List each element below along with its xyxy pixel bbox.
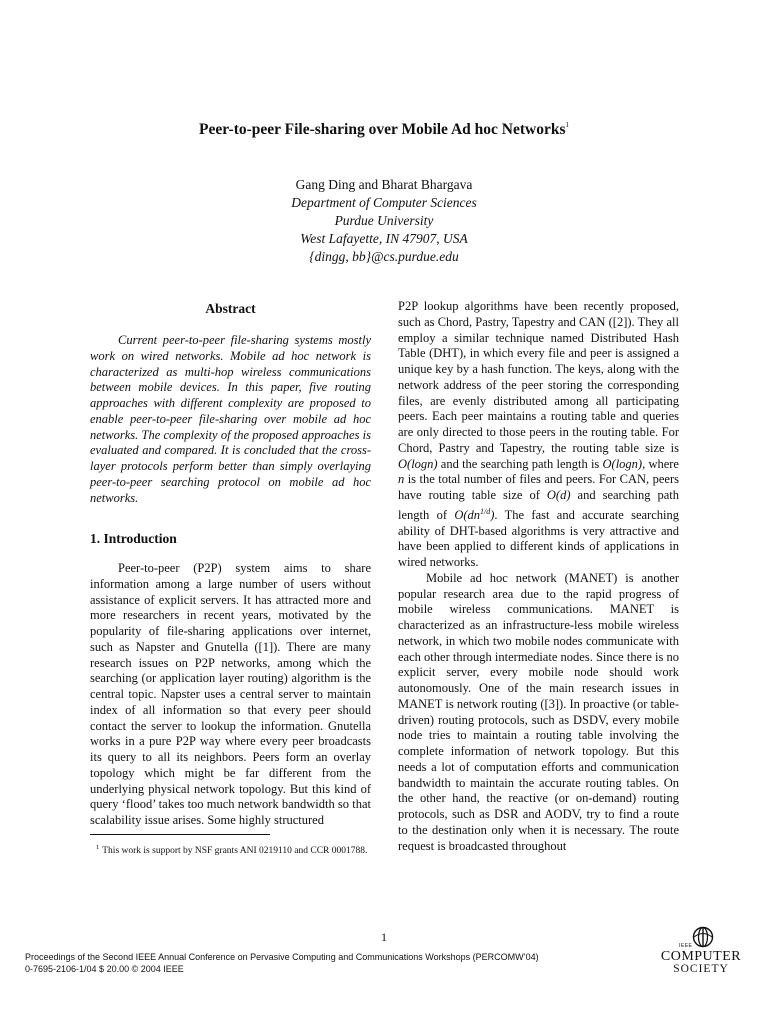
logo-society-text: SOCIETY: [673, 963, 729, 975]
isbn-line: 0-7695-2106-1/04 $ 20.00 © 2004 IEEE: [25, 964, 184, 974]
computer-society-logo: [660, 926, 742, 978]
logo-ieee-text: IEEE: [679, 943, 693, 949]
location: West Lafayette, IN 47907, USA: [300, 231, 468, 246]
introduction-body: [90, 561, 371, 829]
footnote-text: This work is support by NSF grants ANI 0219110 and CCR 0001788.: [102, 846, 368, 856]
computer-society-emblem-icon: [692, 926, 714, 950]
footnote: [96, 842, 367, 857]
introduction-paragraph: Peer-to-peer (P2P) system aims to share information among a large number of users without assistance of explicit servers. It has attracted more and more researchers in recent years, motivated by the popularity of file-sharing applications over internet, such as Napster and Gnutella ([1]). There are many research issues on P2P networks, among which the searching (or application layer routing) algorithm is the central topic. Napster uses a central server to maintain index of all information so that every peer should contact the server to lookup the information. Gnutella works in a pure P2P way where every peer broadcasts its query to all its neighbors. Peers form an overlay topology which might be far different from the underlying physical network topology. But this kind of query ‘flood’ takes too much network bandwidth so that scalability issue arises. Some highly structured: [90, 561, 371, 827]
footnote-rule: [90, 834, 270, 835]
author-block: [0, 176, 768, 266]
right-column: [398, 299, 679, 854]
right-paragraph-1: P2P lookup algorithms have been recently proposed, such as Chord, Pastry, Tapestry and CAN ([2]). They all employ a similar technique named Distributed Hash Table (DHT), in which every file and peer is assigned a unique key by a hash function. The keys, along with the network address of the peer storing the corresponding files, are evenly distributed among all participating peers. Each peer maintains a routing table and queries are only directed to those peers in the routing table. For Chord, Pastry and Tapestry, the routing table size is O(logn) and the searching path length is O(logn), where n is the total number of files and peers. For CAN, peers have routing table size of O(d) and searching path length of $O(dn^{1/d})$. The fast and accurate searching ability of DHT-based algorithms is very attractive and have been applied to different kinds of applications in wired networks.: [398, 299, 680, 570]
logo-computer-text: COMPUTER: [660, 949, 742, 964]
title-footnote-mark: 1: [565, 121, 569, 129]
department: Department of Computer Sciences: [291, 195, 477, 210]
email: {dingg, bb}@cs.purdue.edu: [309, 249, 459, 264]
page-number: 1: [381, 930, 387, 944]
abstract-heading: Abstract: [205, 301, 256, 316]
paper-title: Peer-to-peer File-sharing over Mobile Ad hoc Networks$^1$: [199, 121, 569, 138]
abstract-paragraph: Current peer-to-peer file-sharing systems mostly work on wired networks. Mobile ad hoc network is characterized as multi-hop wireless communications between mobile devices. In this paper, five routing approaches with different complexity are proposed to enable peer-to-peer file-sharing over mobile ad hoc networks. The complexity of the proposed approaches is evaluated and compared. It is concluded that the cross-layer protocols perform better than simply overlaying peer-to-peer searching protocol on mobile ad hoc networks.: [90, 333, 371, 505]
proceedings-line: Proceedings of the Second IEEE Annual Conference on Pervasive Computing and Communications Workshops (PERCOMW’04): [25, 952, 539, 962]
authors: Gang Ding and Bharat Bhargava: [295, 177, 473, 192]
footnote-mark: 1: [96, 844, 100, 851]
right-paragraph-2: Mobile ad hoc network (MANET) is another popular research area due to the rapid progress of mobile wireless communications. MANET is characterized as an infrastructure-less mobile wireless network, in which two mobile nodes communicate with each other through intermediate nodes. Since there is no explicit server, every mobile node should work autonomously. One of the main research issues in MANET is network routing ([3]). In proactive (or table-driven) routing protocols, such as DSDV, every mobile node tries to maintain a routing table involving the complete information of network topology. But this needs a lot of computation efforts and communication bandwidth to maintain the accurate routing tables. On the other hand, the reactive (or on-demand) routing protocols, such as DSR and AODV, try to find a route to the destination only when it is necessary. The route request is broadcasted throughout: [398, 570, 679, 853]
university: Purdue University: [334, 213, 434, 228]
introduction-heading: 1. Introduction: [90, 531, 177, 546]
abstract-body: [90, 333, 371, 506]
